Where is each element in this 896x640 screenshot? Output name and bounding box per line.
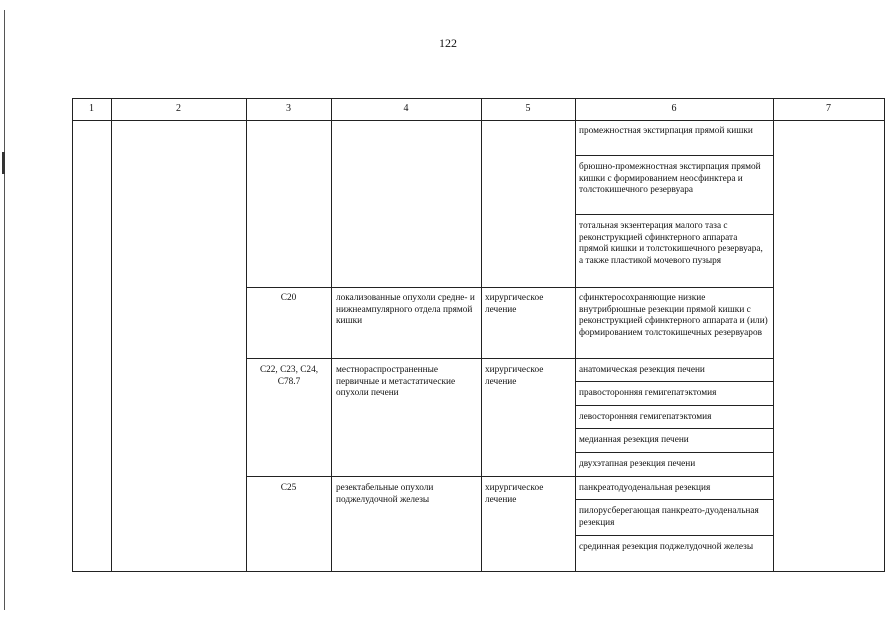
page-number: 122 [439, 36, 457, 50]
method-text: правосторонняя гемигепатэктомия [579, 388, 717, 398]
diagnosis-code: C25 [280, 483, 297, 493]
column-header-1: 1 [89, 103, 94, 114]
method-text: анатомическая резекция печени [579, 365, 705, 375]
scan-mark [2, 152, 5, 174]
method-text: пилорусберегающая панкреато-дуоденальная резекция [579, 506, 759, 528]
method-text: сфинктеросохраняющие низкие внутрибрюшные резекции прямой кишки с реконструкцией сфинктерного аппарата и (или) формированием толстокишечных резервуаров [579, 293, 768, 338]
method-text: медианная резекция печени [579, 435, 689, 445]
column-header-3: 3 [286, 103, 291, 114]
scan-edge-line [4, 10, 5, 610]
method-text: брюшно-промежностная экстирпация прямой кишки с формированием неосфинктера и толстокишечного резервуара [579, 162, 761, 196]
method-text: панкреатодуоденальная резекция [579, 483, 711, 493]
treatment-type: хирургическое лечение [485, 293, 544, 315]
method-text: двухэтапная резекция печени [579, 459, 696, 469]
method-text: левосторонняя гемигепатэктомия [579, 412, 712, 422]
column-header-7: 7 [826, 103, 831, 114]
diagnosis-code: C22, C23, C24, C78.7 [259, 365, 319, 387]
method-text: тотальная экзентерация малого таза с реконструкцией сфинктерного аппарата прямой кишки и толстокишечного резервуара, а также пластикой мочевого пузыря [579, 221, 763, 266]
condition-text: локализованные опухоли средне- и нижнеампулярного отдела прямой кишки [336, 293, 475, 327]
condition-text: резектабельные опухоли поджелудочной железы [336, 483, 434, 505]
method-text: срединная резекция поджелудочной железы [579, 542, 754, 552]
treatment-type: хирургическое лечение [485, 365, 544, 387]
diagnosis-code: C20 [280, 293, 297, 303]
condition-text: местнораспространенные первичные и метастатические опухоли печени [336, 365, 456, 399]
method-text: промежностная экстирпация прямой кишки [579, 126, 753, 136]
column-header-5: 5 [525, 103, 531, 114]
treatment-type: хирургическое лечение [485, 483, 544, 505]
column-header-2: 2 [176, 103, 181, 114]
column-header-4: 4 [403, 103, 409, 114]
column-header-6: 6 [671, 103, 677, 114]
